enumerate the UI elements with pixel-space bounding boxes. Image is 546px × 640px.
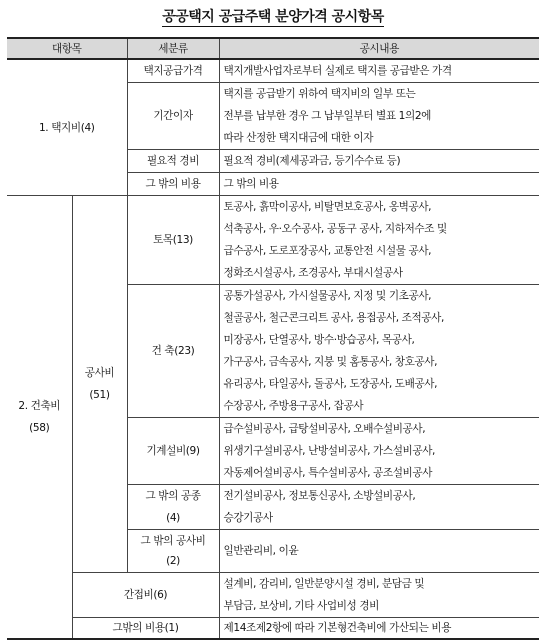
sub-cell: 토목(13) — [127, 196, 219, 285]
header-minor: 세분류 — [127, 38, 219, 59]
sub-cell: 그 밖의 공종 (4) — [127, 485, 219, 530]
content-cell: 토공사, 흙막이공사, 비탈면보호공사, 옹벽공사, 석축공사, 우·오수공사, 공동구 공사, 지하저수조 및 급수공사, 도로포장공사, 교통안전 시설물 공사, 정화조시설공사, 조경공사, 부대시설공사 — [219, 196, 539, 285]
sub-cell: 택지공급가격 — [127, 59, 219, 83]
table-row — [7, 196, 539, 285]
content-cell: 급수설비공사, 급탕설비공사, 오배수설비공사, 위생기구설비공사, 난방설비공사, 가스설비공사, 자동제어설비공사, 특수설비공사, 공조설비공사 — [219, 418, 539, 485]
content-cell: 필요적 경비(제세공과금, 등기수수료 등) — [219, 150, 539, 173]
table-row — [7, 573, 539, 618]
page-title: 공공택지 공급주택 분양가격 공시항목 — [162, 9, 384, 25]
sub-cell: 건 축(23) — [127, 285, 219, 418]
content-cell: 택지를 공급받기 위하여 택지비의 일부 또는 전부를 납부한 경우 그 납부일부터 별표 1의2에 따라 산정한 택지대금에 대한 이자 — [219, 83, 539, 150]
indirect-cost: 간접비(6) — [72, 573, 219, 618]
major-build: 2. 건축비 (58) — [7, 196, 72, 640]
table-row — [7, 618, 539, 640]
header-major: 대항목 — [7, 38, 127, 59]
table-row — [7, 59, 539, 83]
construction-cost: 공사비 (51) — [72, 196, 127, 573]
content-cell: 제14조제2항에 따라 기본형건축비에 가산되는 비용 — [219, 618, 539, 640]
disclosure-table — [7, 37, 539, 640]
content-cell: 일반관리비, 이윤 — [219, 530, 539, 573]
content-cell: 택지개발사업자로부터 실제로 택지를 공급받은 가격 — [219, 59, 539, 83]
header-content: 공시내용 — [219, 38, 539, 59]
other-cost: 그밖의 비용(1) — [72, 618, 219, 640]
content-cell: 설계비, 감리비, 일반분양시설 경비, 분담금 및 부담금, 보상비, 기타 사업비성 경비 — [219, 573, 539, 618]
sub-cell: 그 밖의 공사비 (2) — [127, 530, 219, 573]
content-cell: 그 밖의 비용 — [219, 173, 539, 196]
sub-cell: 기간이자 — [127, 83, 219, 150]
sub-cell: 기계설비(9) — [127, 418, 219, 485]
header-row — [7, 38, 539, 59]
sub-cell: 필요적 경비 — [127, 150, 219, 173]
content-cell: 공통가설공사, 가시설물공사, 지정 및 기초공사, 철골공사, 철근콘크리트 공사, 용접공사, 조적공사, 미장공사, 단열공사, 방수·방습공사, 목공사, 가구공사, 금속공사, 지붕 및 홈통공사, 창호공사, 유리공사, 타일공사, 돌공사, 도장공사, 도배공사, 수장공사, 주방용구공사, 잡공사 — [219, 285, 539, 418]
content-cell: 전기설비공사, 정보통신공사, 소방설비공사, 승강기공사 — [219, 485, 539, 530]
sub-cell: 그 밖의 비용 — [127, 173, 219, 196]
major-land: 1. 택지비(4) — [7, 59, 127, 196]
